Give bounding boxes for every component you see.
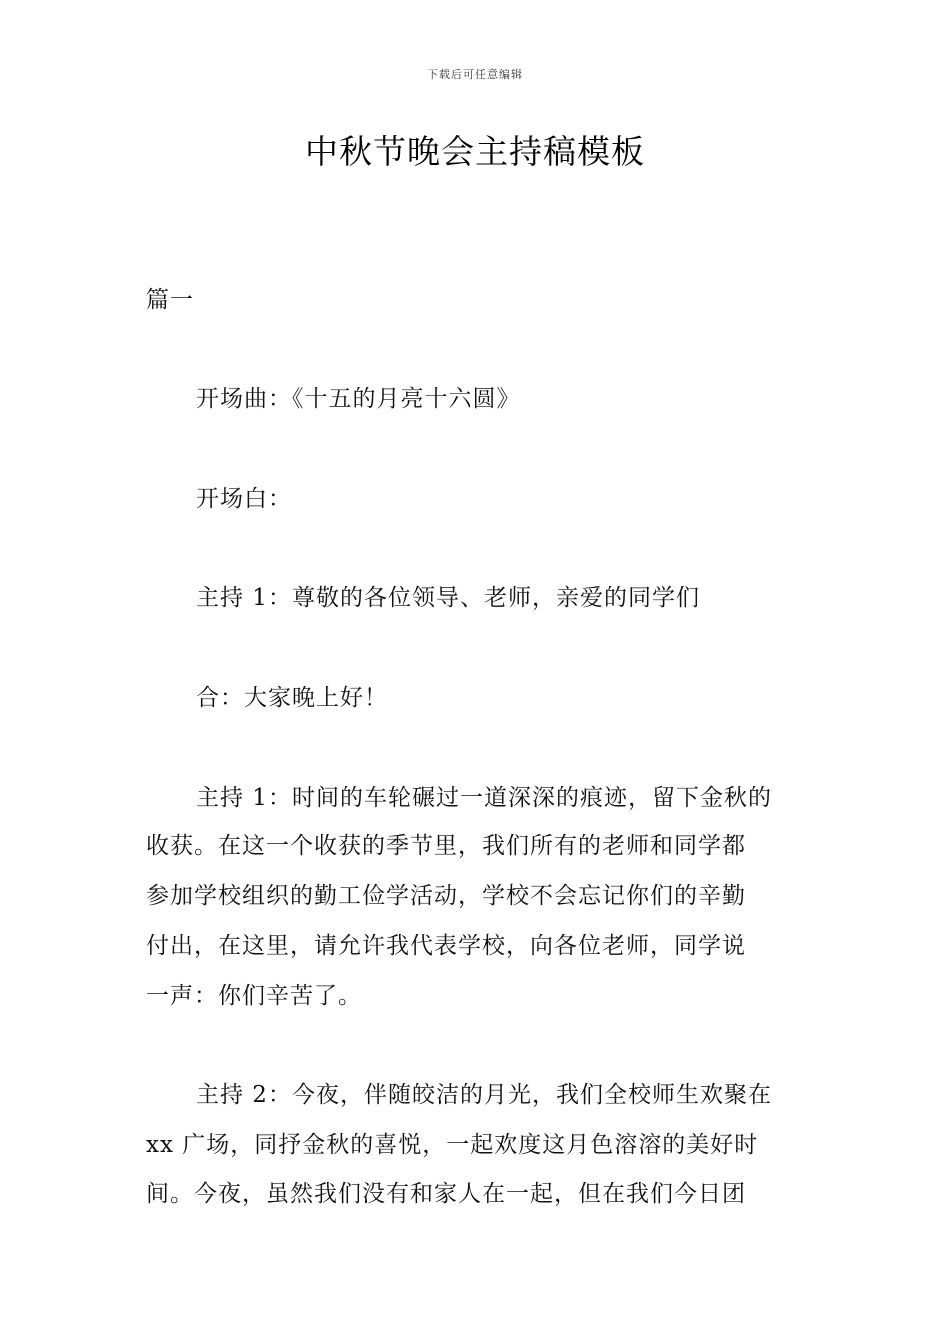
paragraph-opening-remarks: 开场白： [196,486,292,512]
document-title: 中秋节晚会主持稿模板 [305,132,645,171]
paragraph-host2-line: 主持 2：今夜，伴随皎洁的月光，我们全校师生欢聚在 [196,1082,772,1108]
paragraph-host2-line: xx 广场，同抒金秋的喜悦，一起欢度这月色溶溶的美好时 [146,1132,759,1158]
paragraph-host1-line: 主持 1：时间的车轮碾过一道深深的痕迹，留下金秋的 [196,785,772,811]
paragraph-host1-line: 收获。在这一个收获的季节里，我们所有的老师和同学都 [146,833,746,859]
paragraph-host1-line: 付出，在这里，请允许我代表学校，向各位老师，同学说 [146,933,746,959]
paragraph-together-greeting: 合：大家晚上好！ [196,685,388,711]
header-note: 下载后可任意编辑 [427,68,523,81]
paragraph-host1-greeting: 主持 1：尊敬的各位领导、老师，亲爱的同学们 [196,585,700,611]
paragraph-host1-line: 一声：你们辛苦了。 [146,983,362,1009]
section-label: 篇一 [146,287,194,313]
paragraph-opening-song: 开场曲：《十五的月亮十六圆》 [196,386,521,412]
paragraph-host1-line: 参加学校组织的勤工俭学活动，学校不会忘记你们的辛勤 [146,883,746,909]
paragraph-host2-line: 间。今夜，虽然我们没有和家人在一起，但在我们今日团 [146,1181,746,1207]
